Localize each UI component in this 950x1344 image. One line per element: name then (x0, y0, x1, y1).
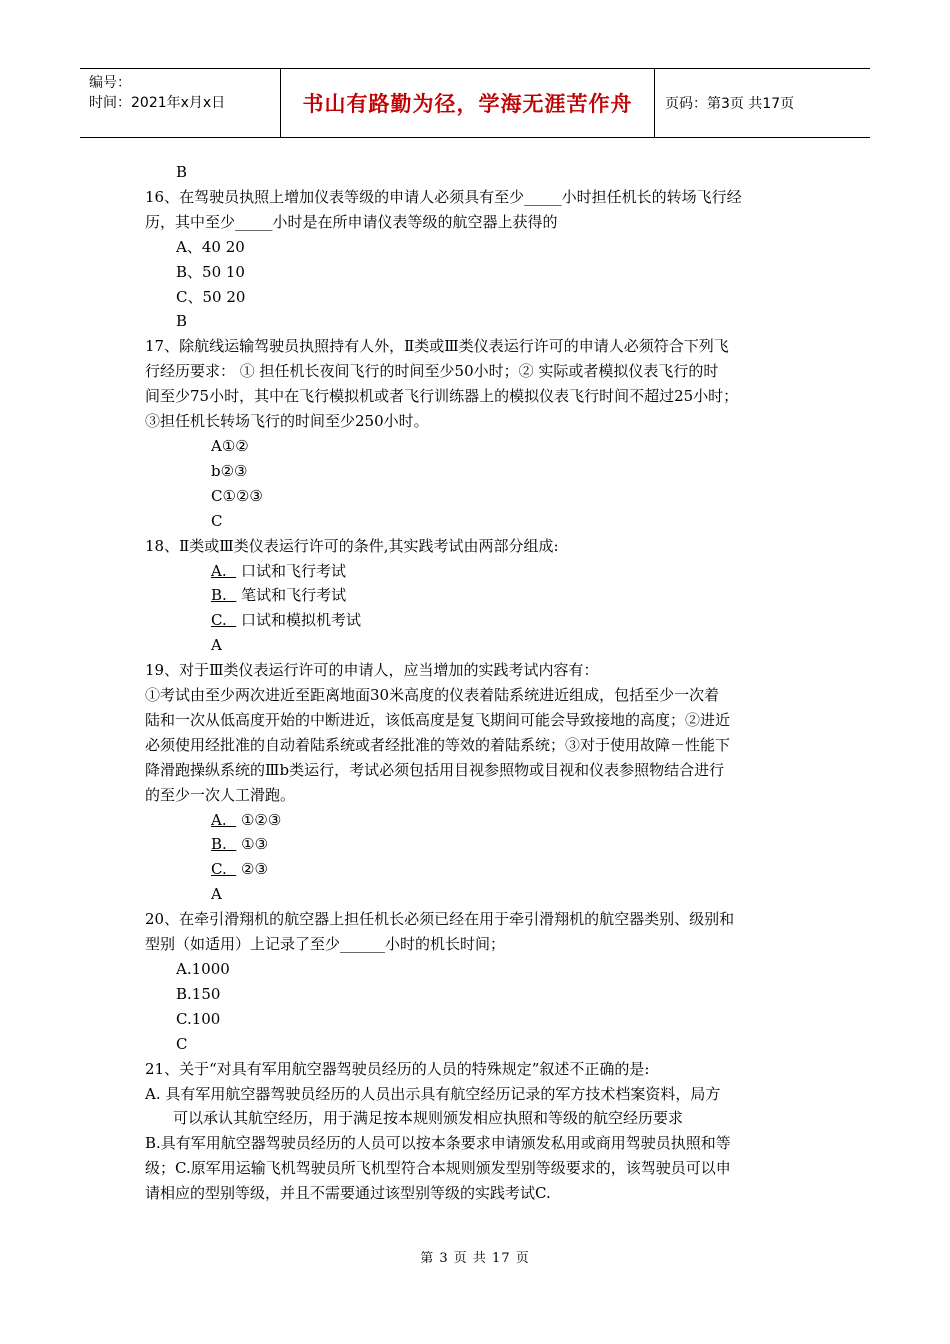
doc-time-label: 时间：2021年x月x日 (89, 95, 226, 111)
q16-option-c: C、50 20 (176, 287, 246, 306)
answer-19: A (211, 885, 222, 904)
q20-option-c: C.100 (176, 1009, 221, 1028)
page-footer: 第 3 页 共 17 页 (420, 1251, 530, 1266)
option-b-label: B. (211, 586, 227, 605)
answer-17: C (211, 511, 223, 530)
q18-option-b (145, 583, 810, 608)
q21-option-a-line-2: 可以承认其航空经历，用于满足按本规则颁发相应执照和等级的航空经历要求 (173, 1109, 684, 1128)
q19-option-b (145, 832, 810, 857)
page-header (80, 68, 870, 138)
header-page-label: 页码：第3页 共17页 (665, 96, 795, 112)
q18-option-c-text: 口试和模拟机考试 (241, 611, 362, 630)
option-a-label: A. (211, 810, 227, 829)
answer-18: A (211, 636, 222, 655)
q21-option-a-line-1: A. 具有军用航空器驾驶员经历的人员出示具有航空经历记录的军方技术档案资料，局方 (145, 1084, 721, 1103)
question-20-line-2: 型别（如适用）上记录了至少______小时的机长时间； (145, 935, 506, 954)
q17-option-b: b②③ (211, 461, 248, 480)
question-17-line-4: ③担任机长转场飞行的时间至少250小时。 (145, 412, 429, 431)
question-17-line-1: 17、除航线运输驾驶员执照持有人外，Ⅱ类或Ⅲ类仪表运行许可的申请人必须符合下列飞 (145, 337, 729, 356)
question-20-line-1: 20、在牵引滑翔机的航空器上担任机长必须已经在用于牵引滑翔机的航空器类别、级别和 (145, 910, 735, 929)
question-19-line-4: 降滑跑操纵系统的Ⅲb类运行，考试必须包括用目视参照物或目视和仪表参照物结合进行 (145, 760, 725, 779)
question-16-line-2: 历，其中至少_____小时是在所申请仪表等级的航空器上获得的 (145, 212, 558, 231)
q19-option-b-text: ①③ (241, 835, 269, 854)
option-c-label: C. (211, 860, 227, 879)
header-motto: 书山有路勤为径，学海无涯苦作舟 (281, 69, 655, 137)
q18-option-b-text: 笔试和飞行考试 (241, 586, 347, 605)
q16-option-a: A、40 20 (176, 237, 245, 256)
answer-15: B (176, 163, 188, 181)
q21-option-b-line-1: B.具有军用航空器驾驶员经历的人员可以按本条要求申请颁发私用或商用驾驶员执照和等 (145, 1134, 731, 1153)
q18-option-a-text: 口试和飞行考试 (240, 561, 346, 580)
question-17-line-2: 行经历要求： ① 担任机长夜间飞行的时间至少50小时；② 实际或者模拟仪表飞行的时 (145, 362, 719, 381)
q21-option-b-line-3: 请相应的型别等级，并且不需要通过该型别等级的实践考试C. (145, 1184, 551, 1203)
q17-option-c: C①②③ (211, 486, 263, 505)
q20-option-b: B.150 (176, 984, 221, 1003)
question-19-title: 19、对于Ⅲ类仪表运行许可的申请人，应当增加的实践考试内容有： (145, 661, 599, 680)
q19-option-a-text: ①②③ (240, 810, 282, 829)
answer-20: C (176, 1034, 188, 1053)
question-18: 18、Ⅱ类或Ⅲ类仪表运行许可的条件,其实践考试由两部分组成: (145, 536, 559, 555)
option-c-label: C. (211, 611, 227, 630)
answer-16: B (176, 312, 188, 331)
q19-option-c (145, 857, 810, 882)
question-17-line-3: 间至少75小时，其中在飞行模拟机或者飞行训练器上的模拟仪表飞行时间不超过25小时； (145, 387, 739, 406)
question-19-line-3: 必须使用经批准的自动着陆系统或者经批准的等效的着陆系统；③对于使用故障－性能下 (145, 735, 731, 754)
q17-option-a: A①② (211, 436, 249, 455)
q16-option-b: B、50 10 (176, 262, 245, 281)
q19-option-a (145, 808, 810, 833)
question-19-line-5: 的至少一次人工滑跑。 (145, 785, 296, 804)
option-a-label: A. (211, 561, 227, 580)
question-19-line-2: 陆和一次从低高度开始的中断进近，该低高度是复飞期间可能会导致接地的高度；②进近 (145, 710, 731, 729)
question-19-line-1: ①考试由至少两次进近至距离地面30米高度的仪表着陆系统进近组成，包括至少一次着 (145, 686, 720, 705)
question-21: 21、关于“对具有军用航空器驾驶员经历的人员的特殊规定”叙述不正确的是: (145, 1059, 650, 1078)
q18-option-c (145, 608, 810, 633)
doc-number-label: 编号： (89, 75, 131, 91)
option-b-label: B. (211, 835, 227, 854)
q20-option-a: A.1000 (176, 960, 230, 978)
question-16-line-1: 16、在驾驶员执照上增加仪表等级的申请人必须具有至少_____小时担任机长的转场飞行经 (145, 187, 742, 206)
document-body (145, 160, 810, 1206)
header-meta (80, 69, 281, 137)
q21-option-b-line-2: 级；C.原军用运输飞机驾驶员所飞机型符合本规则颁发型别等级要求的，该驾驶员可以申 (145, 1159, 731, 1178)
q19-option-c-text: ②③ (241, 860, 268, 879)
q18-option-a (145, 559, 810, 584)
